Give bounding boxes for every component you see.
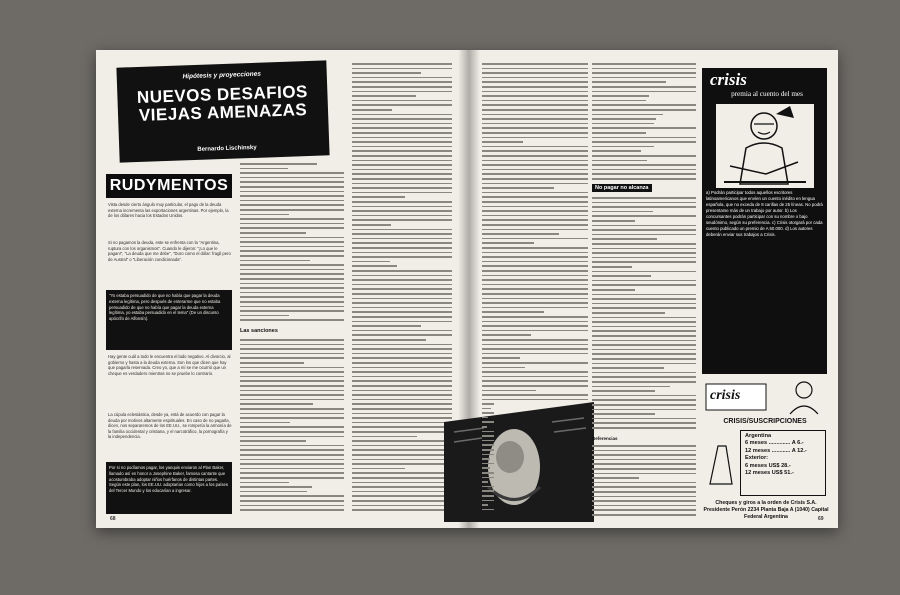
- sub-line-2: 12 meses ............ A 12.-: [745, 447, 807, 454]
- article-header-box: [116, 60, 329, 162]
- quote-box-2: Por si no podíamos pagar, los yanquis enviaron al Plan Baker, llamado así en honor a Josephine Baker, famosa cantante que acostumbraba adoptar niños huérfanos de distintas partes. Según este plan, los EE.UU. adoptarían como hijos a los países del Tercer Mundo y los educarían a ingresar.: [106, 462, 232, 514]
- crisis-logo: crisis: [710, 70, 747, 89]
- rudy-text-2: Hay gente cuál a todo le encuentra el lado negativo. Al divorcio, al gobierno y hasta a la deuda externa. Son los que dicen que hay que pagarla reservada. Creo yo, que a mí se me ocurrió que un cheque es verdadero mientras no se pruebe lo contrario.: [108, 354, 231, 376]
- exterior-label: Exterior:: [745, 455, 769, 462]
- sub-crisis-logo: crisis: [710, 388, 741, 403]
- ad-footer: Cheques y giros a la orden de Crisis S.A. Presidente Perón 2234 Planta Baja A (1040) Capital Federal Argentina: [703, 500, 829, 520]
- article-column-2: [352, 62, 452, 514]
- dollar-bill-illustration: [444, 402, 594, 522]
- subscriptions-title: CRISIS/SUSCRIPCIONES: [723, 418, 807, 425]
- page-number-right: 69: [818, 516, 824, 522]
- article-author: Bernardo Lischinsky: [197, 144, 257, 153]
- writer-illustration: [716, 104, 814, 188]
- title-line-1: NUEVOS DESAFIOS: [136, 82, 309, 107]
- rudy-lead: Vista desde cierto ángulo muy particular, el pago de la deuda externa incrementa las exportaciones argentinas. Por ejemplo, la de los dólares hacia los Estados Unidos.: [108, 202, 229, 218]
- ext-line-2: 12 meses US$ 51.-: [745, 470, 794, 477]
- page-number-left: 68: [110, 516, 116, 522]
- references-label: Referencias: [592, 436, 618, 441]
- subhead-no-pagar: No pagar no alcanza: [592, 184, 652, 192]
- article-column-3: [482, 62, 588, 400]
- sub-line-1: 6 meses .............. A 6.-: [745, 440, 804, 447]
- article-column-4b: [592, 196, 696, 432]
- title-line-2: VIEJAS AMENAZAS: [138, 100, 308, 125]
- article-column-3-tail: [482, 402, 494, 512]
- article-column-4a: [592, 62, 696, 180]
- subscriptions-box: [704, 378, 826, 498]
- sub-country: Argentina: [745, 433, 772, 439]
- article-column-1b: [240, 338, 344, 514]
- rudy-text-3: La cúpula eclesiástica, desde ya, está de acuerdo con pagar la deuda por motivos altamente espirituales. En caso de no pagarla, dicen, nos separaremos de los EE.UU., se rompería la armonía de la familia occidental y cristiana, y el narcotráfico, la pornografía y la independencia.: [108, 412, 232, 439]
- section-title: RUDYMENTOS: [106, 174, 232, 198]
- article-title: [123, 83, 322, 126]
- article-column-1a: [240, 162, 344, 324]
- rudy-quote: Si no pagamos la deuda, este se enfrenta con la "Argentina, ruptura con los organismos". Cuando le dijeron: "¡Lo que le pagan!", "La deuda que me debe", "Duro como el dólar: fragil pero de Austral" o "Liberación condicionada".: [108, 240, 231, 262]
- ad-rules: a) Podrán participar todos aquellos escritores latinoamericanos que envíen un cuento inédito en lengua española, que no exceda de 8 carillas de 25 líneas. No podrá presentarse más de un trabajo por autor. b) Los concursantes podrán participar con su nombre o bajo seudónimo, según su preferencia. c) Crisis otorgará por cada cuento publicado un premio de A 50.000. d) Los autores deberán enviar sus trabajos a Crisis.: [706, 190, 823, 237]
- ad-tagline: premia al cuento del mes: [731, 90, 803, 98]
- references-list: [592, 444, 696, 516]
- crisis-contest-ad: [702, 68, 827, 374]
- quote-box-1: "Yo estaba persuadido de que no había que pagar la deuda externa legítima, pero después de enterarme que no estaba persuadido de que no había que pagar la deuda externa legítima, yo estaba persuadido en el tema" (De un discurso apócrifo de Alfonsín).: [106, 290, 232, 350]
- subhead-sanciones: Las sanciones: [240, 328, 278, 334]
- article-kicker: Hipótesis y proyecciones: [182, 70, 262, 81]
- ext-line-1: 6 meses US$ 28.-: [745, 462, 791, 469]
- subscription-prices: [740, 430, 826, 496]
- hand-pointer-icon: [706, 438, 736, 488]
- magazine-spread: [96, 50, 838, 528]
